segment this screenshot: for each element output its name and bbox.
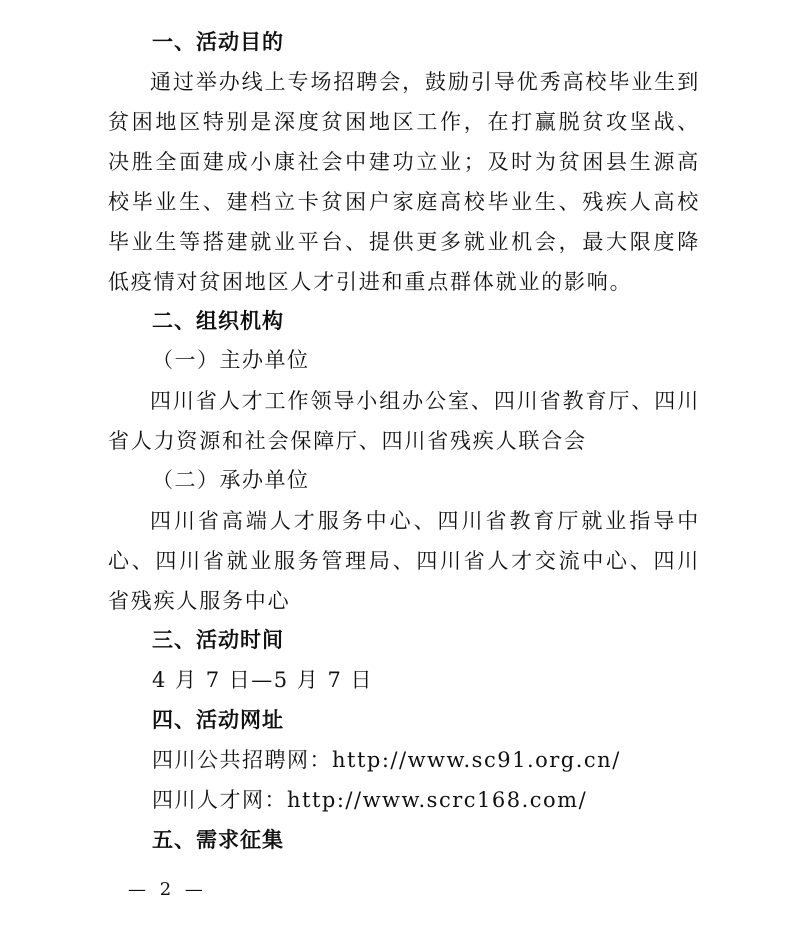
section-3-body: 4 月 7 日—5 月 7 日 (152, 668, 373, 692)
section-3-heading: 三、活动时间 (152, 628, 284, 652)
section-1-heading: 一、活动目的 (152, 30, 284, 54)
section-5-heading: 五、需求征集 (152, 828, 284, 852)
section-4-heading: 四、活动网址 (152, 708, 284, 732)
section-2-sub2-heading: （二）承办单位 (152, 468, 310, 492)
section-2-heading: 二、组织机构 (152, 309, 284, 333)
site-link-scrc168: 四川人才网：http://www.scrc168.com/ (152, 788, 588, 812)
site-link-sc91: 四川公共招聘网：http://www.sc91.org.cn/ (152, 748, 621, 772)
section-2-sub2-body: 四川省高端人才服务中心、四川省教育厅就业指导中心、四川省就业服务管理局、四川省人才交流中心、四川省残疾人服务中心 (108, 509, 700, 613)
page-number: — 2 — (128, 879, 207, 900)
section-1-body: 通过举办线上专场招聘会，鼓励引导优秀高校毕业生到贫困地区特别是深度贫困地区工作，在打赢脱贫攻坚战、决胜全面建成小康社会中建功立业；及时为贫困县生源高校毕业生、建档立卡贫困户家庭高校毕业生、残疾人高校毕业生等搭建就业平台、提供更多就业机会，最大限度降低疫情对贫困地区人才引进和重点群体就业的影响。 (108, 70, 700, 294)
section-2-sub1-heading: （一）主办单位 (152, 348, 310, 372)
section-2-sub1-body: 四川省人才工作领导小组办公室、四川省教育厅、四川省人力资源和社会保障厅、四川省残疾人联合会 (108, 389, 700, 453)
